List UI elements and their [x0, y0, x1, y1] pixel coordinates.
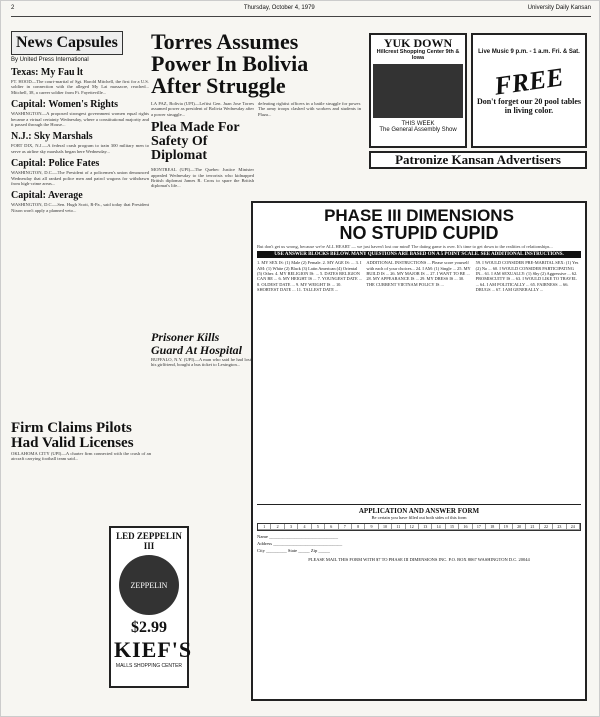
- zeppelin-ad: [109, 526, 193, 688]
- page-number: 2: [11, 5, 15, 11]
- form-title: APPLICATION AND ANSWER FORM: [358, 507, 480, 516]
- capsule-body: WASHINGTON, D.C.—The President of a policemen's union denounced Wednesday that all ranked police men and patrol wagons for withdrawn from high-crime areas...: [11, 170, 149, 187]
- capsule-body: FT. HOOD—The court-martial of Sgt. Harold Mitchell, the first for a U.S. soldier in connection with the alleged My Lai massacre, reached... Mitchell, 38, a career soldier from Ft. Fayetteville...: [11, 79, 149, 95]
- answer-cell[interactable]: 5: [312, 524, 325, 530]
- answer-cell[interactable]: 24: [567, 524, 580, 530]
- phase-instruction: USE ANSWER BLOCKS BELOW. MANY QUESTIONS ARE BASED ON A 5 POINT SCALE. SEE ADDITIONAL INSTRUCTIONS.: [257, 251, 581, 258]
- answer-cell[interactable]: 11: [392, 524, 405, 530]
- yukdown-footer: The General Assembly Show: [379, 127, 457, 133]
- form-field-city[interactable]: City _________ State _____ Zip _____: [257, 548, 330, 554]
- answer-cell[interactable]: 18: [486, 524, 499, 530]
- answer-cell[interactable]: 4: [298, 524, 311, 530]
- free-tagline: Live Music 9 p.m. - 1 a.m. Fri. & Sat.: [478, 49, 580, 55]
- phase-title: PHASE III DIMENSIONS: [324, 206, 514, 225]
- masthead-date: Thursday, October 4, 1979: [243, 5, 315, 11]
- capsule-body: WASHINGTON—A proposed strongest government women equal rights became a virtual certainty Wednesday, where a constitutional majority and it passed through the House...: [11, 111, 149, 128]
- capsule-headline: Capital: Women's Rights: [11, 99, 119, 111]
- masthead: [11, 5, 591, 17]
- masthead-paper: University Daily Kansan: [527, 5, 591, 11]
- capsule-headline: Capital: Police Fates: [11, 158, 100, 170]
- answer-cell[interactable]: 2: [271, 524, 284, 530]
- kiefs-sub: MALLS SHOPPING CENTER: [115, 663, 183, 669]
- answer-cell[interactable]: 17: [473, 524, 486, 530]
- torres-body-2: defeating rightist officers in a battle struggle for power. The army troops clashed with workers and students in Plaza...: [258, 101, 361, 117]
- zeppelin-logo: ZEPPELIN: [119, 555, 179, 615]
- answer-cell[interactable]: 6: [325, 524, 338, 530]
- question-col: 1. MY SEX IS: (1) Male (2) Female. 2. MY AGE IS: ... 3. I AM: (1) White (2) Black (3) Latin American (4) Oriental (5) Other. 4. MY RELIGION IS: ... 5. DATES RELIGION CAN BE ... 6. MY HEIGHT IS ... 7. YOUNGEST DATE ... 8. OLDEST DATE ... 9. MY WEIGHT IS ... 10. SHORTEST DATE ... 11. TALLEST DATE ...: [257, 260, 363, 293]
- capsules-byline: By United Press International: [11, 57, 89, 63]
- yukdown-week: THIS WEEK: [401, 121, 435, 127]
- band-photo: [373, 64, 463, 118]
- answer-cell[interactable]: 15: [446, 524, 459, 530]
- prisoner-headline: Prisoner Kills Guard At Hospital: [151, 330, 242, 357]
- yukdown-ad: [369, 33, 467, 148]
- zeppelin-price: $2.99: [131, 619, 167, 636]
- form-field-address[interactable]: Address ______________________________: [257, 541, 343, 547]
- question-col: ADDITIONAL INSTRUCTIONS ... Please score yourself with each of your choices... 24. I AM: (1) Single ... 25. MY BUILD IS ... 26. MY MAJOR IS ... 27. I WANT TO BE ... 28. MY APPEARANCE IS ... 29. MY DRESS IS ... 30. THE CURRENT VIETNAM POLICY IS ...: [366, 260, 471, 287]
- kiefs-logo: KIEF'S: [114, 637, 193, 662]
- news-capsules-title: News Capsules: [11, 31, 123, 55]
- answer-cell[interactable]: 7: [339, 524, 352, 530]
- zeppelin-band: LED ZEPPELIN III: [116, 531, 182, 551]
- free-line2: Don't forget our 20 pool tables in living color.: [476, 97, 582, 115]
- firm-article: [11, 421, 151, 462]
- free-title: FREE: [492, 62, 566, 101]
- question-col: 59. I WOULD CONSIDER PRE-MARITAL SEX: (1) Yes (2) No ... 60. I WOULD CONSIDER PARTICIPATING IN... 61. I AM SEXUALLY: (1) Shy (2) Aggressive ... 62. PROMISCUITY IS ... 63. I WOULD LIKE TO TRAVEL ... 64. I AM POLITICALLY ... 65. FAIRNESS ... 66. DRUGS ... 67. I AM GENERALLY ...: [475, 260, 579, 293]
- answer-cell[interactable]: 14: [432, 524, 445, 530]
- answer-cell[interactable]: 9: [365, 524, 378, 530]
- answer-cell[interactable]: 19: [500, 524, 513, 530]
- question-columns: [257, 260, 581, 500]
- capsule-body: FORT DIX, N.J.—A federal crash program to train 300 military men to serve as airline sky marshals began here Wednesday...: [11, 143, 149, 154]
- capsule-body: WASHINGTON, D.C.—Sen. Hugh Scott, R-Pa., said today that President Nixon won't apply a planned veto...: [11, 202, 149, 213]
- form-field-name[interactable]: Name ______________________________: [257, 534, 339, 540]
- patronize-banner: Patronize Kansan Advertisers: [369, 151, 587, 169]
- plea-headline: Plea Made For Safety Of Diplomat: [151, 120, 240, 164]
- answer-cell[interactable]: 3: [285, 524, 298, 530]
- firm-body: OKLAHOMA CITY (UPI)—A charter firm connected with the crash of an aircraft carrying football team said...: [11, 451, 151, 462]
- prisoner-article: [151, 331, 251, 368]
- answer-cell[interactable]: 20: [513, 524, 526, 530]
- yukdown-title: YUK DOWN: [383, 36, 453, 50]
- phase-iii-ad: [251, 201, 587, 701]
- answer-cell[interactable]: 12: [406, 524, 419, 530]
- prisoner-body: BUFFALO, N.Y. (UPI)—A man who said he had lost his girlfriend, bought a bus ticket to Lexington...: [151, 357, 251, 368]
- answer-cell[interactable]: 23: [553, 524, 566, 530]
- answer-form: [257, 504, 581, 562]
- answer-cell[interactable]: 22: [540, 524, 553, 530]
- plea-body: MONTREAL (UPI)—The Quebec Justice Minister appealed Wednesday to the terrorists who kidnapped British diplomat James R. Cross to spare the British diplomat's life...: [151, 167, 254, 189]
- free-ad: [471, 33, 587, 148]
- torres-headline: Torres Assumes Power In Bolivia After Struggle: [151, 31, 309, 98]
- firm-headline: Firm Claims Pilots Had Valid Licenses: [11, 420, 134, 451]
- answer-cell[interactable]: 21: [526, 524, 539, 530]
- capsule-headline: N.J.: Sky Marshals: [11, 131, 93, 143]
- capsule-headline: Capital: Average: [11, 190, 83, 202]
- phase-intro: But don't get us wrong, because we're ALL HEART — we just haven't lost our mind! The dating game is over. It's time to get down to the realities of relationships...: [257, 244, 553, 249]
- answer-cell[interactable]: 16: [459, 524, 472, 530]
- news-capsules: [11, 31, 149, 411]
- answer-cell[interactable]: 13: [419, 524, 432, 530]
- form-footer: PLEASE MAIL THIS FORM WITH $7 TO PHASE III DIMENSIONS INC. P.O. BOX 8067 WASHINGTON D.C. 20044: [308, 557, 530, 563]
- answer-cell[interactable]: 1: [258, 524, 271, 530]
- answer-cell[interactable]: 8: [352, 524, 365, 530]
- answer-cell[interactable]: 10: [379, 524, 392, 530]
- answer-grid[interactable]: [257, 523, 581, 531]
- yukdown-subtitle: Hillcrest Shopping Center 9th & Iowa: [376, 49, 460, 61]
- form-subtitle: Be certain you have filled out both sides of this form: [371, 515, 467, 521]
- phase-title-2: NO STUPID CUPID: [339, 223, 499, 243]
- torres-body: LA PAZ, Bolivia (UPI)—Leftist Gen. Juan Jose Torres assumed power as president of Bolivia Wednesday after a power struggle...: [151, 101, 254, 117]
- capsule-headline: Texas: My Fau lt: [11, 67, 84, 78]
